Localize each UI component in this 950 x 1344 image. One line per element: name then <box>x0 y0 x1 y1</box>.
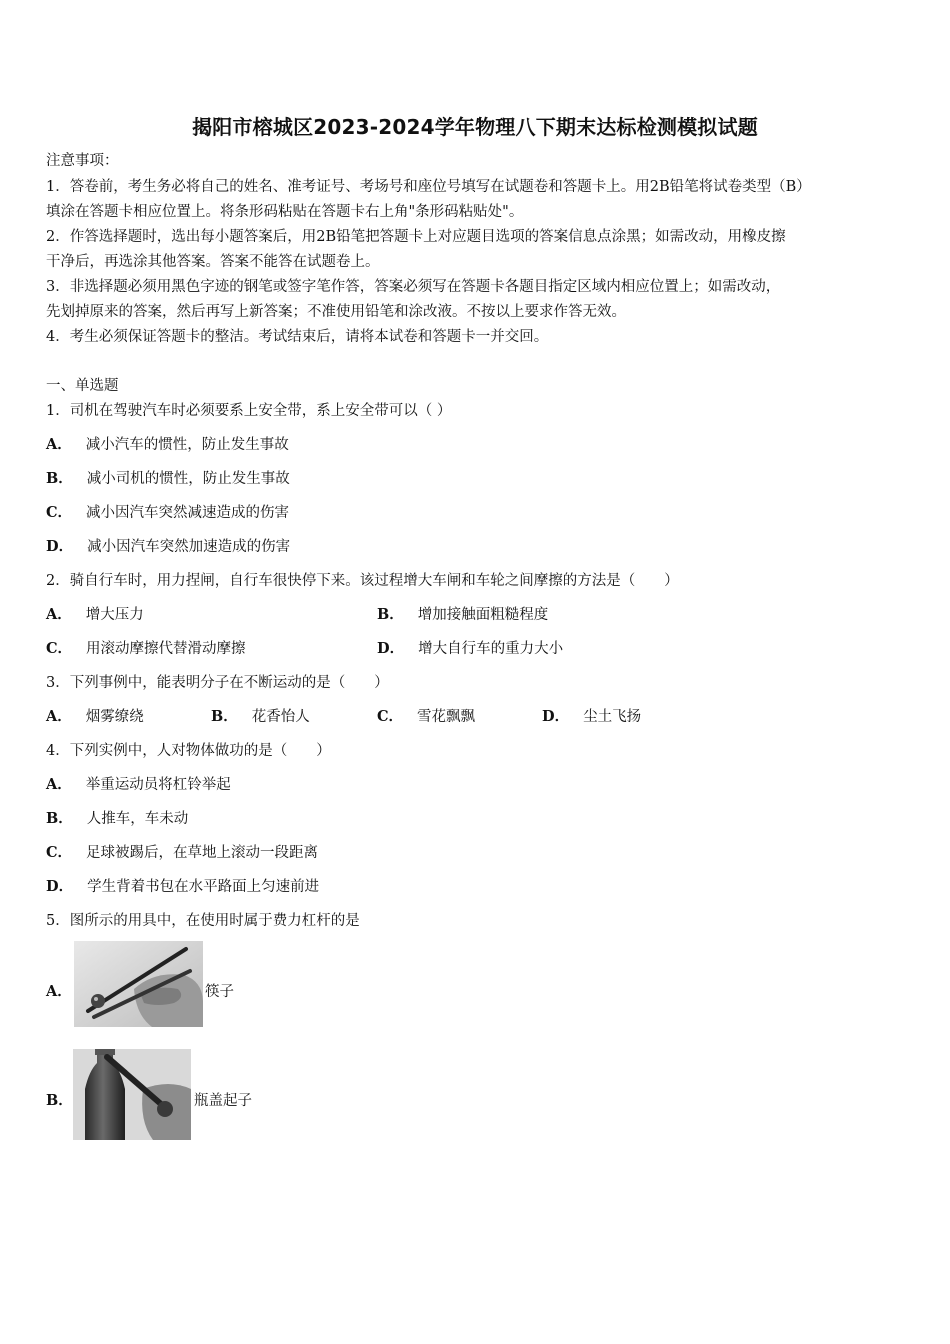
chopsticks-photo <box>74 941 203 1027</box>
q1-option-d <box>46 537 290 557</box>
question-stem: 2．骑自行车时，用力捏闸，自行车很快停下来。该过程增大车闸和车轮之间摩擦的方法是（ ） <box>46 573 679 589</box>
section-heading: 一、单选题 <box>46 378 119 394</box>
notice-line: 干净后，再选涂其他答案。答案不能答在试题卷上。 <box>46 254 380 270</box>
option-text: 减小汽车的惯性，防止发生事故 <box>85 437 289 453</box>
option-label: C． <box>377 708 404 725</box>
q1-option-a <box>46 435 289 455</box>
bottle-opener-photo <box>73 1049 191 1140</box>
option-text: 减小因汽车突然减速造成的伤害 <box>86 505 290 521</box>
option-label: B． <box>377 606 404 623</box>
option-label: C． <box>46 504 73 521</box>
question-stem: 5．图所示的用具中，在使用时属于费力杠杆的是 <box>46 913 360 929</box>
q1-option-b <box>46 469 290 489</box>
notice-line: 2．作答选择题时，选出每小题答案后，用2B铅笔把答题卡上对应题目选项的答案信息点涂黑；如需改动，用橡皮擦 <box>46 229 786 245</box>
notice-line: 4．考生必须保证答题卡的整洁。考试结束后，请将本试卷和答题卡一并交回。 <box>46 329 549 345</box>
q4-option-d <box>46 877 319 897</box>
option-text: 雪花飘飘 <box>417 709 476 725</box>
option-text: 减小司机的惯性，防止发生事故 <box>86 471 290 487</box>
option-label: C． <box>46 844 73 861</box>
bottle-opener-illustration <box>73 1049 191 1140</box>
q1-option-c <box>46 503 289 523</box>
option-text: 筷子 <box>205 984 234 1000</box>
question-stem: 1．司机在驾驶汽车时必须要系上安全带，系上安全带可以（ ） <box>46 403 452 419</box>
option-label: A． <box>46 776 72 793</box>
option-label: A． <box>46 436 72 453</box>
notice-heading: 注意事项： <box>46 153 119 169</box>
option-text: 尘土飞扬 <box>583 709 642 725</box>
option-text: 增大压力 <box>85 607 144 623</box>
q2-option-d <box>377 639 563 659</box>
notice-line: 先划掉原来的答案，然后再写上新答案；不准使用铅笔和涂改液。不按以上要求作答无效。 <box>46 304 626 320</box>
option-label: D． <box>46 538 74 555</box>
q3-option-b <box>211 707 310 727</box>
option-label: D． <box>46 878 74 895</box>
option-label: A． <box>46 606 72 623</box>
option-text: 人推车，车未动 <box>86 811 189 827</box>
option-text: 增加接触面粗糙程度 <box>417 607 549 623</box>
option-label: A． <box>46 983 72 1000</box>
q4-option-c <box>46 843 318 863</box>
page-title: 揭阳市榕城区2023-2024学年物理八下期末达标检测模拟试题 <box>192 115 758 139</box>
option-text: 足球被踢后，在草地上滚动一段距离 <box>86 845 319 861</box>
option-text: 学生背着书包在水平路面上匀速前进 <box>87 879 320 895</box>
option-text: 烟雾缭绕 <box>85 709 144 725</box>
option-label: B． <box>46 810 73 827</box>
q3-option-a <box>46 707 144 727</box>
option-label: B． <box>46 470 73 487</box>
notice-line: 3．非选择题必须用黑色字迹的钢笔或签字笔作答，答案必须写在答题卡各题目指定区域内相应位置上；如需改动， <box>46 279 781 295</box>
option-label: C． <box>46 640 73 657</box>
q2-option-c <box>46 639 246 659</box>
option-text: 增大自行车的重力大小 <box>418 641 564 657</box>
option-text: 瓶盖起子 <box>194 1093 252 1109</box>
q2-option-a <box>46 605 144 625</box>
q4-option-a <box>46 775 231 795</box>
notice-line: 填涂在答题卡相应位置上。将条形码粘贴在答题卡右上角"条形码粘贴处"。 <box>46 204 524 220</box>
option-text: 花香怡人 <box>251 709 310 725</box>
q3-option-d <box>542 707 641 727</box>
q2-option-b <box>377 605 548 625</box>
question-stem: 3．下列事例中，能表明分子在不断运动的是（ ） <box>46 675 389 691</box>
q4-option-b <box>46 809 188 829</box>
q3-option-c <box>377 707 475 727</box>
option-label: B． <box>211 708 238 725</box>
option-text: 用滚动摩擦代替滑动摩擦 <box>86 641 246 657</box>
option-label: B． <box>46 1092 73 1109</box>
chopsticks-illustration <box>74 941 203 1027</box>
option-label: D． <box>542 708 570 725</box>
question-stem: 4．下列实例中，人对物体做功的是（ ） <box>46 743 331 759</box>
option-label: A． <box>46 708 72 725</box>
option-text: 举重运动员将杠铃举起 <box>85 777 231 793</box>
option-text: 减小因汽车突然加速造成的伤害 <box>87 539 291 555</box>
option-label: D． <box>377 640 405 657</box>
notice-line: 1．答卷前，考生务必将自己的姓名、准考证号、考场号和座位号填写在试题卷和答题卡上。用2B铅笔将试卷类型（B） <box>46 179 811 195</box>
